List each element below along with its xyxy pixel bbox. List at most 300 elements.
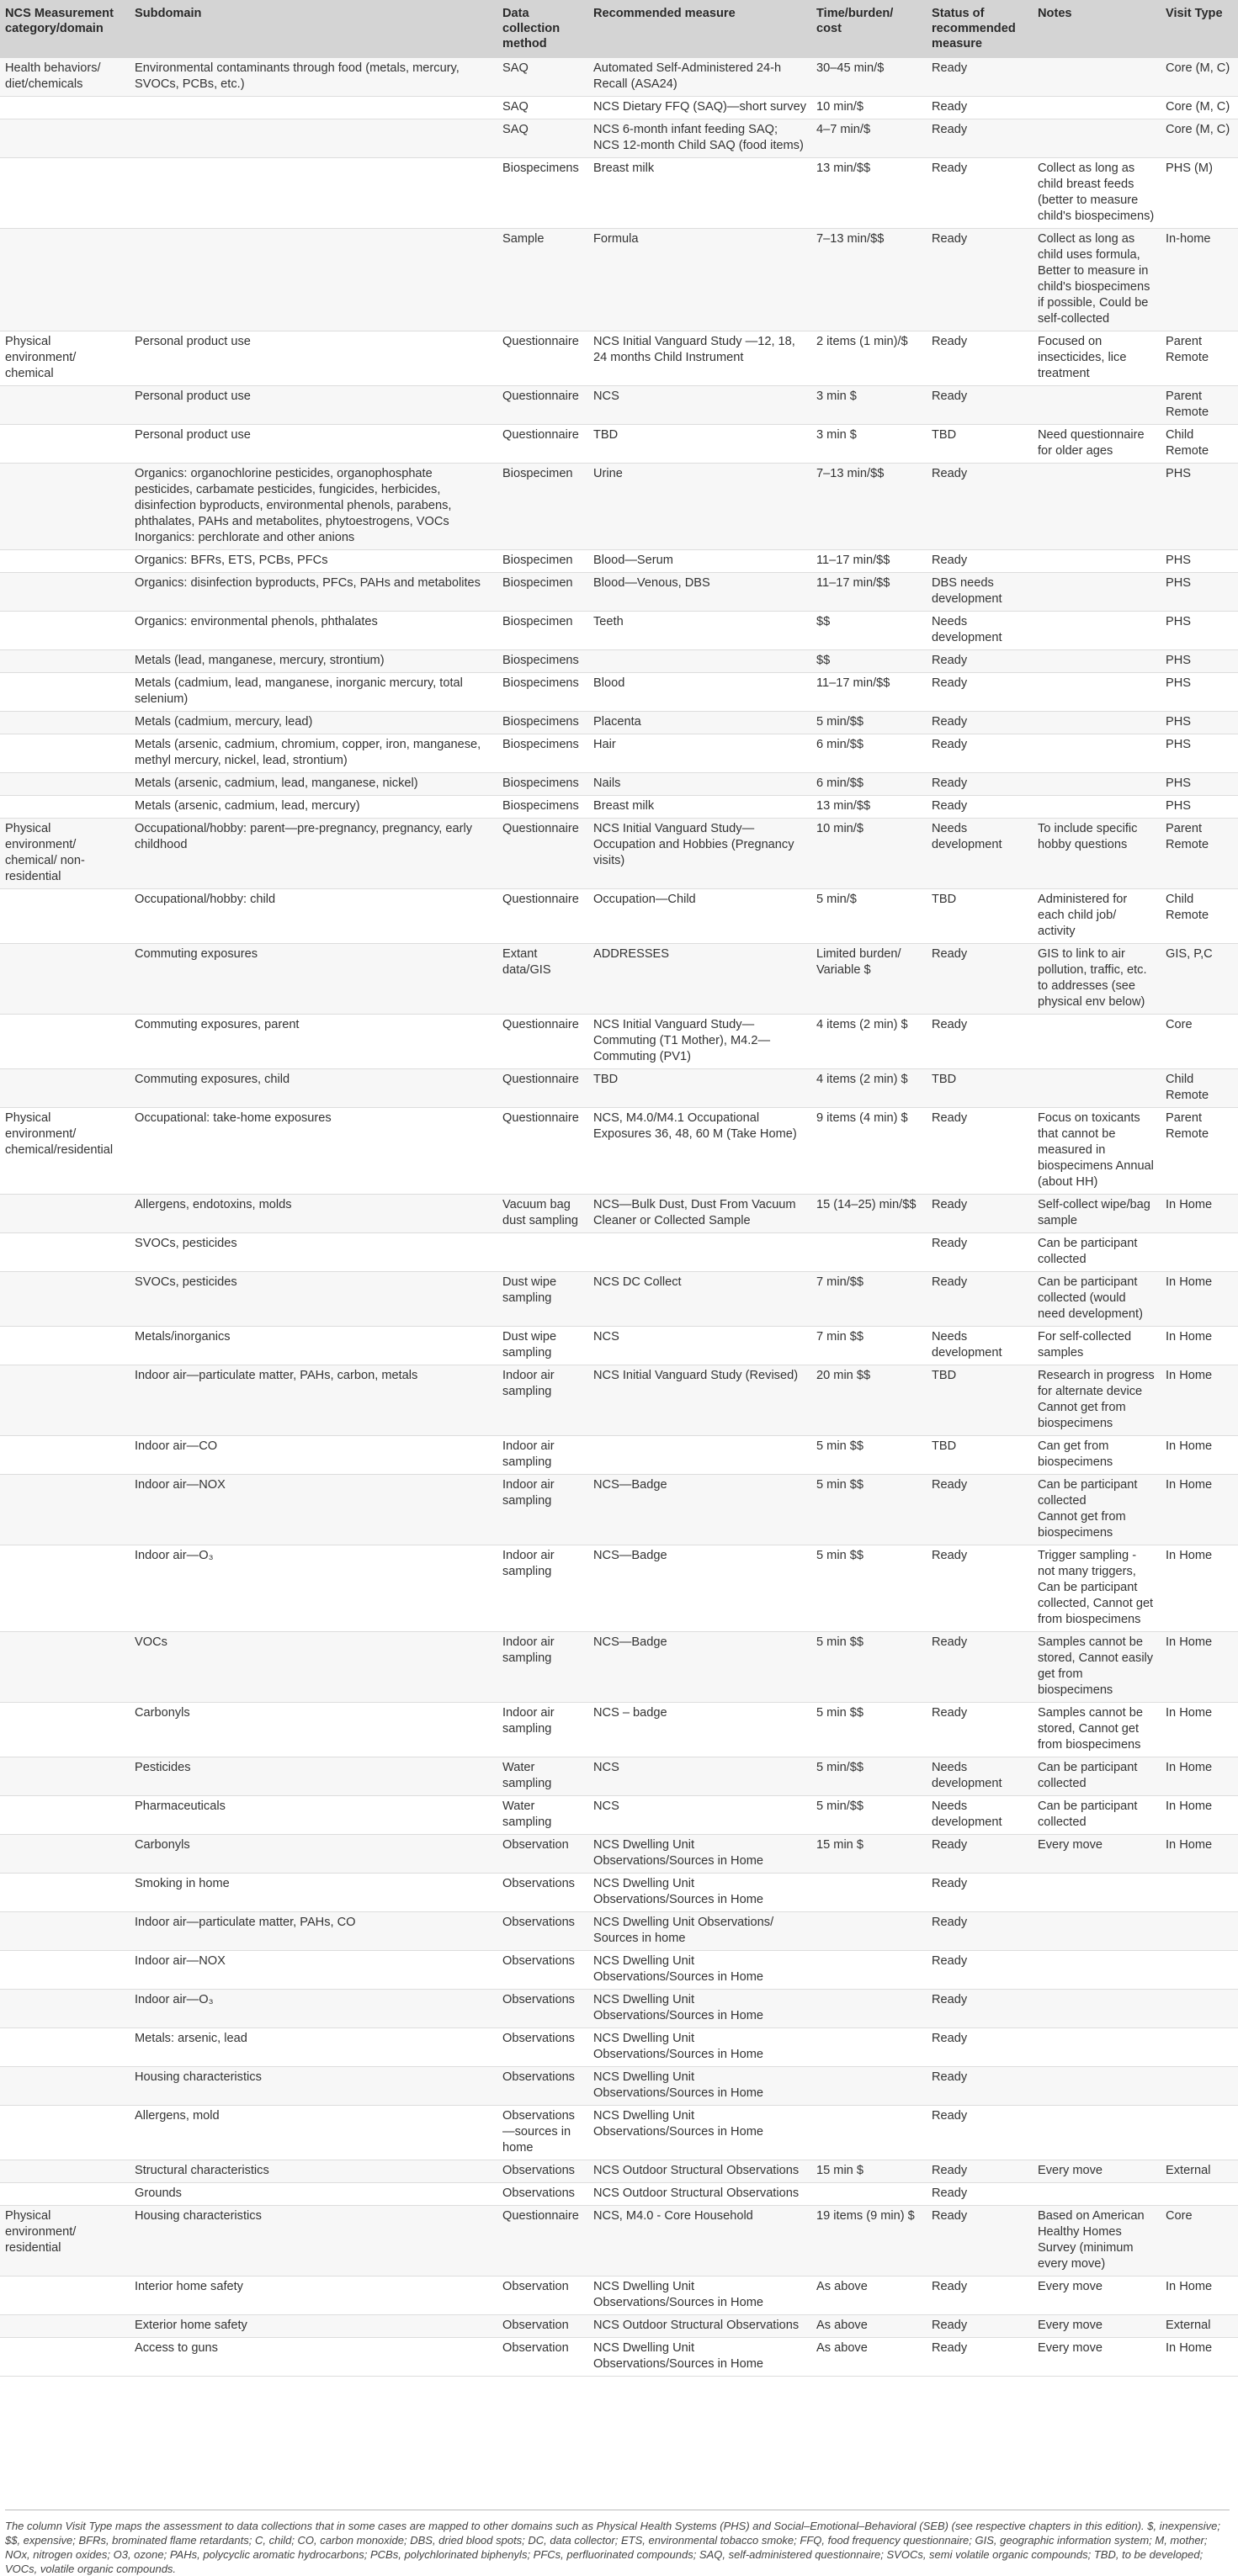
- method-cell: Biospecimens: [497, 796, 588, 819]
- notes-cell: [1033, 796, 1161, 819]
- status-cell: Ready: [927, 2338, 1033, 2377]
- subdomain-cell: Indoor air—particulate matter, PAHs, CO: [130, 1912, 497, 1951]
- category-cell: [0, 425, 130, 464]
- subdomain-cell: [130, 158, 497, 229]
- time-cell: 4–7 min/$: [811, 119, 927, 158]
- time-cell: 13 min/$$: [811, 158, 927, 229]
- measure-cell: NCS Dwelling Unit Observations/Sources in Home: [588, 1874, 811, 1912]
- subdomain-cell: [130, 97, 497, 119]
- header-time: Time/burden/ cost: [811, 0, 927, 58]
- measure-cell: TBD: [588, 1069, 811, 1108]
- visit-type-cell: External: [1161, 2315, 1238, 2338]
- notes-cell: GIS to link to air pollution, traffic, etc. to addresses (see physical env below): [1033, 944, 1161, 1015]
- measure-cell: NCS, M4.0/M4.1 Occupational Exposures 36, 48, 60 M (Take Home): [588, 1108, 811, 1195]
- measure-cell: NCS: [588, 386, 811, 425]
- status-cell: Ready: [927, 673, 1033, 712]
- method-cell: Observations: [497, 2160, 588, 2183]
- table-row: [0, 1015, 1238, 1069]
- measure-cell: NCS Outdoor Structural Observations: [588, 2183, 811, 2206]
- time-cell: 5 min/$: [811, 889, 927, 944]
- method-cell: Observations: [497, 2028, 588, 2067]
- subdomain-cell: Indoor air—CO: [130, 1436, 497, 1475]
- time-cell: 4 items (2 min) $: [811, 1069, 927, 1108]
- time-cell: 3 min $: [811, 425, 927, 464]
- time-cell: 9 items (4 min) $: [811, 1108, 927, 1195]
- table-row: [0, 1545, 1238, 1632]
- table-row: [0, 2067, 1238, 2106]
- category-cell: Physical environment/ residential: [0, 2206, 130, 2277]
- table-row: [0, 1069, 1238, 1108]
- subdomain-cell: Metals (arsenic, cadmium, lead, manganese, nickel): [130, 773, 497, 796]
- table-row: [0, 1233, 1238, 1272]
- subdomain-cell: Metals (arsenic, cadmium, chromium, copper, iron, manganese, methyl mercury, nickel, lead, strontium): [130, 734, 497, 773]
- method-cell: Biospecimens: [497, 773, 588, 796]
- table-row: [0, 1757, 1238, 1796]
- table-row: [0, 650, 1238, 673]
- visit-type-cell: Parent Remote: [1161, 386, 1238, 425]
- status-cell: Ready: [927, 712, 1033, 734]
- method-cell: Extant data/GIS: [497, 944, 588, 1015]
- visit-type-cell: PHS: [1161, 464, 1238, 550]
- category-cell: Physical environment/ chemical: [0, 331, 130, 386]
- status-cell: Needs development: [927, 819, 1033, 889]
- visit-type-cell: In Home: [1161, 1327, 1238, 1365]
- category-cell: [0, 1990, 130, 2028]
- visit-type-cell: PHS (M): [1161, 158, 1238, 229]
- method-cell: Questionnaire: [497, 386, 588, 425]
- method-cell: Observation: [497, 2277, 588, 2315]
- notes-cell: [1033, 550, 1161, 573]
- category-cell: [0, 2028, 130, 2067]
- category-cell: [0, 386, 130, 425]
- time-cell: 6 min/$$: [811, 734, 927, 773]
- visit-type-cell: PHS: [1161, 734, 1238, 773]
- header-method: Data collection method: [497, 0, 588, 58]
- subdomain-cell: Pesticides: [130, 1757, 497, 1796]
- measure-cell: NCS Dwelling Unit Observations/Sources in Home: [588, 2028, 811, 2067]
- notes-cell: [1033, 2028, 1161, 2067]
- method-cell: SAQ: [497, 97, 588, 119]
- time-cell: [811, 2183, 927, 2206]
- time-cell: As above: [811, 2315, 927, 2338]
- status-cell: Ready: [927, 2028, 1033, 2067]
- notes-cell: Need questionnaire for older ages: [1033, 425, 1161, 464]
- status-cell: Ready: [927, 650, 1033, 673]
- notes-cell: Can get from biospecimens: [1033, 1436, 1161, 1475]
- table-row: [0, 1874, 1238, 1912]
- method-cell: Vacuum bag dust sampling: [497, 1195, 588, 1233]
- measure-cell: NCS Dwelling Unit Observations/ Sources in home: [588, 1912, 811, 1951]
- subdomain-cell: Personal product use: [130, 425, 497, 464]
- visit-type-cell: Core (M, C): [1161, 58, 1238, 97]
- table-row: [0, 2338, 1238, 2377]
- table-row: [0, 2277, 1238, 2315]
- status-cell: Ready: [927, 2106, 1033, 2160]
- category-cell: [0, 944, 130, 1015]
- table-row: [0, 1436, 1238, 1475]
- status-cell: Ready: [927, 1272, 1033, 1327]
- status-cell: Needs development: [927, 612, 1033, 650]
- time-cell: 15 min $: [811, 1835, 927, 1874]
- subdomain-cell: Access to guns: [130, 2338, 497, 2377]
- subdomain-cell: Exterior home safety: [130, 2315, 497, 2338]
- time-cell: 7 min/$$: [811, 1272, 927, 1327]
- visit-type-cell: PHS: [1161, 550, 1238, 573]
- category-cell: [0, 1796, 130, 1835]
- status-cell: Ready: [927, 773, 1033, 796]
- status-cell: Ready: [927, 97, 1033, 119]
- category-cell: [0, 2106, 130, 2160]
- notes-cell: Focused on insecticides, lice treatment: [1033, 331, 1161, 386]
- visit-type-cell: [1161, 1233, 1238, 1272]
- method-cell: Observations: [497, 1951, 588, 1990]
- measure-cell: NCS Initial Vanguard Study —12, 18, 24 months Child Instrument: [588, 331, 811, 386]
- time-cell: 5 min/$$: [811, 712, 927, 734]
- category-cell: [0, 229, 130, 331]
- subdomain-cell: Organics: organochlorine pesticides, organophosphate pesticides, carbamate pesticides, fungicides, herbicides, disinfection byproducts, environmental phenols, parabens, phthalates, PAHs and metabolites, phytoestrogens, VOCs Inorganics: perchlorate and other anions: [130, 464, 497, 550]
- subdomain-cell: [130, 119, 497, 158]
- method-cell: Water sampling: [497, 1796, 588, 1835]
- notes-cell: Can be participant collected (would need development): [1033, 1272, 1161, 1327]
- status-cell: TBD: [927, 425, 1033, 464]
- notes-cell: [1033, 2067, 1161, 2106]
- measure-cell: NCS Dietary FFQ (SAQ)—short survey: [588, 97, 811, 119]
- status-cell: Ready: [927, 386, 1033, 425]
- subdomain-cell: Structural characteristics: [130, 2160, 497, 2183]
- status-cell: Ready: [927, 119, 1033, 158]
- method-cell: Biospecimen: [497, 612, 588, 650]
- subdomain-cell: Organics: BFRs, ETS, PCBs, PFCs: [130, 550, 497, 573]
- time-cell: 13 min/$$: [811, 796, 927, 819]
- measure-cell: NCS Dwelling Unit Observations/Sources in Home: [588, 1990, 811, 2028]
- notes-cell: Administered for each child job/ activity: [1033, 889, 1161, 944]
- subdomain-cell: Indoor air—O₃: [130, 1990, 497, 2028]
- notes-cell: [1033, 58, 1161, 97]
- subdomain-cell: Environmental contaminants through food (metals, mercury, SVOCs, PCBs, etc.): [130, 58, 497, 97]
- subdomain-cell: Indoor air—particulate matter, PAHs, carbon, metals: [130, 1365, 497, 1436]
- visit-type-cell: PHS: [1161, 712, 1238, 734]
- method-cell: Indoor air sampling: [497, 1632, 588, 1703]
- subdomain-cell: Pharmaceuticals: [130, 1796, 497, 1835]
- notes-cell: Samples cannot be stored, Cannot easily get from biospecimens: [1033, 1632, 1161, 1703]
- table-row: [0, 2206, 1238, 2277]
- status-cell: Ready: [927, 1108, 1033, 1195]
- notes-cell: To include specific hobby questions: [1033, 819, 1161, 889]
- notes-cell: Can be participant collected: [1033, 1796, 1161, 1835]
- status-cell: Ready: [927, 229, 1033, 331]
- time-cell: [811, 1951, 927, 1990]
- category-cell: [0, 650, 130, 673]
- method-cell: SAQ: [497, 119, 588, 158]
- table-row: [0, 1990, 1238, 2028]
- notes-cell: [1033, 1990, 1161, 2028]
- table-row: [0, 158, 1238, 229]
- status-cell: Ready: [927, 1195, 1033, 1233]
- visit-type-cell: PHS: [1161, 612, 1238, 650]
- table-row: [0, 1475, 1238, 1545]
- status-cell: Needs development: [927, 1327, 1033, 1365]
- notes-cell: Collect as long as child breast feeds (better to measure child's biospecimens): [1033, 158, 1161, 229]
- category-cell: [0, 464, 130, 550]
- header-measure: Recommended measure: [588, 0, 811, 58]
- table-row: [0, 612, 1238, 650]
- category-cell: [0, 158, 130, 229]
- notes-cell: Can be participant collected: [1033, 1757, 1161, 1796]
- category-cell: [0, 1757, 130, 1796]
- status-cell: Ready: [927, 2160, 1033, 2183]
- time-cell: Limited burden/ Variable $: [811, 944, 927, 1015]
- time-cell: 7 min $$: [811, 1327, 927, 1365]
- category-cell: [0, 1951, 130, 1990]
- table-row: [0, 1108, 1238, 1195]
- method-cell: Observations: [497, 1874, 588, 1912]
- table-row: [0, 386, 1238, 425]
- notes-cell: Every move: [1033, 2160, 1161, 2183]
- category-cell: Physical environment/ chemical/residential: [0, 1108, 130, 1195]
- subdomain-cell: Occupational/hobby: child: [130, 889, 497, 944]
- table-row: [0, 2315, 1238, 2338]
- method-cell: Indoor air sampling: [497, 1703, 588, 1757]
- subdomain-cell: Allergens, mold: [130, 2106, 497, 2160]
- category-cell: [0, 1475, 130, 1545]
- category-cell: [0, 1703, 130, 1757]
- method-cell: Questionnaire: [497, 425, 588, 464]
- table-row: [0, 1272, 1238, 1327]
- notes-cell: Trigger sampling - not many triggers, Can be participant collected, Cannot get from biospecimens: [1033, 1545, 1161, 1632]
- method-cell: Questionnaire: [497, 1069, 588, 1108]
- method-cell: Biospecimens: [497, 673, 588, 712]
- notes-cell: [1033, 119, 1161, 158]
- notes-cell: [1033, 650, 1161, 673]
- visit-type-cell: PHS: [1161, 573, 1238, 612]
- visit-type-cell: In Home: [1161, 1195, 1238, 1233]
- method-cell: Questionnaire: [497, 2206, 588, 2277]
- visit-type-cell: In Home: [1161, 1835, 1238, 1874]
- category-cell: [0, 889, 130, 944]
- table-row: [0, 673, 1238, 712]
- subdomain-cell: Allergens, endotoxins, molds: [130, 1195, 497, 1233]
- subdomain-cell: Organics: disinfection byproducts, PFCs, PAHs and metabolites: [130, 573, 497, 612]
- category-cell: [0, 119, 130, 158]
- notes-cell: [1033, 573, 1161, 612]
- subdomain-cell: Personal product use: [130, 331, 497, 386]
- status-cell: Ready: [927, 1545, 1033, 1632]
- subdomain-cell: Metals (lead, manganese, mercury, strontium): [130, 650, 497, 673]
- visit-type-cell: Core (M, C): [1161, 97, 1238, 119]
- measure-cell: NCS Outdoor Structural Observations: [588, 2315, 811, 2338]
- status-cell: TBD: [927, 1436, 1033, 1475]
- method-cell: Questionnaire: [497, 1108, 588, 1195]
- visit-type-cell: [1161, 1990, 1238, 2028]
- subdomain-cell: Metals (cadmium, lead, manganese, inorganic mercury, total selenium): [130, 673, 497, 712]
- measure-cell: NCS—Badge: [588, 1475, 811, 1545]
- visit-type-cell: In Home: [1161, 1632, 1238, 1703]
- measure-cell: NCS—Bulk Dust, Dust From Vacuum Cleaner or Collected Sample: [588, 1195, 811, 1233]
- measure-cell: Teeth: [588, 612, 811, 650]
- method-cell: SAQ: [497, 58, 588, 97]
- category-cell: [0, 97, 130, 119]
- subdomain-cell: Housing characteristics: [130, 2067, 497, 2106]
- category-cell: [0, 673, 130, 712]
- time-cell: 6 min/$$: [811, 773, 927, 796]
- measure-cell: Placenta: [588, 712, 811, 734]
- table-row: [0, 1912, 1238, 1951]
- measure-cell: Urine: [588, 464, 811, 550]
- method-cell: Biospecimens: [497, 734, 588, 773]
- subdomain-cell: Commuting exposures: [130, 944, 497, 1015]
- notes-cell: [1033, 97, 1161, 119]
- measure-cell: Hair: [588, 734, 811, 773]
- measure-cell: NCS Dwelling Unit Observations/Sources in Home: [588, 2067, 811, 2106]
- time-cell: [811, 2028, 927, 2067]
- table-row: [0, 1951, 1238, 1990]
- measure-cell: NCS: [588, 1757, 811, 1796]
- subdomain-cell: Housing characteristics: [130, 2206, 497, 2277]
- measure-cell: NCS Initial Vanguard Study—Commuting (T1 Mother), M4.2—Commuting (PV1): [588, 1015, 811, 1069]
- time-cell: 15 min $: [811, 2160, 927, 2183]
- measure-cell: NCS Dwelling Unit Observations/Sources in Home: [588, 2338, 811, 2377]
- visit-type-cell: [1161, 1912, 1238, 1951]
- measure-cell: [588, 650, 811, 673]
- notes-cell: Collect as long as child uses formula, Better to measure in child's biospecimens if possible, Could be self-collected: [1033, 229, 1161, 331]
- subdomain-cell: Occupational: take-home exposures: [130, 1108, 497, 1195]
- table-footnote: The column Visit Type maps the assessment to data collections that in some cases are mapped to other domains such as Physical Health Systems (PHS) and Social–Emotional–Behavioral (SEB) (see respective chapters in this edition). $, inexpensive; $$, expensive; BFRs, brominated flame retardants; C, child; CO, carbon monoxide; DBS, dried blood spots; DC, data collector; ETS, environmental tobacco smoke; FFQ, food frequency questionnaire; GIS, geographic information system; M, mother; NOx, nitrogen oxides; O3, ozone; PAHs, polycyclic aromatic hydrocarbons; PCBs, polychlorinated biphenyls; PFCs, perfluorinated compounds; SAQ, self-administered questionnaire; SVOCs, semi volatile organic compounds; TBD, to be developed; VOCs, volatile organic compounds.: [5, 2510, 1230, 2576]
- notes-cell: [1033, 1874, 1161, 1912]
- method-cell: Biospecimens: [497, 158, 588, 229]
- category-cell: [0, 1233, 130, 1272]
- time-cell: 7–13 min/$$: [811, 229, 927, 331]
- subdomain-cell: Commuting exposures, child: [130, 1069, 497, 1108]
- notes-cell: [1033, 734, 1161, 773]
- subdomain-cell: Interior home safety: [130, 2277, 497, 2315]
- table-row: [0, 331, 1238, 386]
- category-cell: [0, 1436, 130, 1475]
- category-cell: [0, 734, 130, 773]
- time-cell: 11–17 min/$$: [811, 673, 927, 712]
- method-cell: Indoor air sampling: [497, 1545, 588, 1632]
- table-row: [0, 2160, 1238, 2183]
- method-cell: Questionnaire: [497, 819, 588, 889]
- time-cell: [811, 2106, 927, 2160]
- notes-cell: Research in progress for alternate device Cannot get from biospecimens: [1033, 1365, 1161, 1436]
- table-row: [0, 229, 1238, 331]
- notes-cell: Can be participant collected Cannot get from biospecimens: [1033, 1475, 1161, 1545]
- method-cell: [497, 1233, 588, 1272]
- notes-cell: Focus on toxicants that cannot be measured in biospecimens Annual (about HH): [1033, 1108, 1161, 1195]
- method-cell: Sample: [497, 229, 588, 331]
- status-cell: Ready: [927, 2277, 1033, 2315]
- category-cell: [0, 2067, 130, 2106]
- table-row: [0, 819, 1238, 889]
- status-cell: Ready: [927, 58, 1033, 97]
- table-body: [0, 58, 1238, 2377]
- method-cell: Indoor air sampling: [497, 1365, 588, 1436]
- subdomain-cell: Carbonyls: [130, 1835, 497, 1874]
- table-row: [0, 944, 1238, 1015]
- method-cell: Questionnaire: [497, 1015, 588, 1069]
- visit-type-cell: In Home: [1161, 1436, 1238, 1475]
- visit-type-cell: In Home: [1161, 1757, 1238, 1796]
- status-cell: Ready: [927, 944, 1033, 1015]
- notes-cell: [1033, 773, 1161, 796]
- table-row: [0, 2106, 1238, 2160]
- measure-cell: ADDRESSES: [588, 944, 811, 1015]
- time-cell: 30–45 min/$: [811, 58, 927, 97]
- notes-cell: For self-collected samples: [1033, 1327, 1161, 1365]
- visit-type-cell: In Home: [1161, 1365, 1238, 1436]
- time-cell: 5 min $$: [811, 1436, 927, 1475]
- method-cell: Biospecimens: [497, 712, 588, 734]
- table-row: [0, 550, 1238, 573]
- status-cell: TBD: [927, 1365, 1033, 1436]
- time-cell: As above: [811, 2277, 927, 2315]
- method-cell: Observations: [497, 1912, 588, 1951]
- subdomain-cell: Carbonyls: [130, 1703, 497, 1757]
- time-cell: 5 min/$$: [811, 1757, 927, 1796]
- category-cell: [0, 550, 130, 573]
- visit-type-cell: In Home: [1161, 2338, 1238, 2377]
- status-cell: Ready: [927, 1475, 1033, 1545]
- measure-cell: Blood—Venous, DBS: [588, 573, 811, 612]
- notes-cell: [1033, 1069, 1161, 1108]
- visit-type-cell: [1161, 2106, 1238, 2160]
- time-cell: 5 min $$: [811, 1475, 927, 1545]
- measure-cell: NCS – badge: [588, 1703, 811, 1757]
- status-cell: Needs development: [927, 1757, 1033, 1796]
- notes-cell: [1033, 673, 1161, 712]
- status-cell: Ready: [927, 1874, 1033, 1912]
- notes-cell: Every move: [1033, 2315, 1161, 2338]
- status-cell: Ready: [927, 1233, 1033, 1272]
- table-row: [0, 1632, 1238, 1703]
- status-cell: Ready: [927, 1632, 1033, 1703]
- status-cell: Ready: [927, 331, 1033, 386]
- category-cell: [0, 1069, 130, 1108]
- measure-cell: Occupation—Child: [588, 889, 811, 944]
- visit-type-cell: [1161, 1874, 1238, 1912]
- measure-cell: [588, 1233, 811, 1272]
- subdomain-cell: Metals (arsenic, cadmium, lead, mercury): [130, 796, 497, 819]
- time-cell: 11–17 min/$$: [811, 550, 927, 573]
- visit-type-cell: Child Remote: [1161, 1069, 1238, 1108]
- subdomain-cell: Indoor air—O₃: [130, 1545, 497, 1632]
- method-cell: Observations: [497, 2183, 588, 2206]
- measure-cell: NCS: [588, 1796, 811, 1835]
- method-cell: Water sampling: [497, 1757, 588, 1796]
- time-cell: 5 min/$$: [811, 1796, 927, 1835]
- measure-cell: NCS Initial Vanguard Study (Revised): [588, 1365, 811, 1436]
- category-cell: [0, 2277, 130, 2315]
- table-row: [0, 97, 1238, 119]
- method-cell: Questionnaire: [497, 331, 588, 386]
- notes-cell: Self-collect wipe/bag sample: [1033, 1195, 1161, 1233]
- category-cell: [0, 796, 130, 819]
- measure-cell: NCS—Badge: [588, 1545, 811, 1632]
- status-cell: Ready: [927, 1703, 1033, 1757]
- subdomain-cell: SVOCs, pesticides: [130, 1272, 497, 1327]
- visit-type-cell: Core: [1161, 2206, 1238, 2277]
- category-cell: [0, 1327, 130, 1365]
- notes-cell: [1033, 1951, 1161, 1990]
- measure-cell: NCS—Badge: [588, 1632, 811, 1703]
- status-cell: Ready: [927, 1912, 1033, 1951]
- subdomain-cell: VOCs: [130, 1632, 497, 1703]
- visit-type-cell: In Home: [1161, 1475, 1238, 1545]
- subdomain-cell: Grounds: [130, 2183, 497, 2206]
- visit-type-cell: Core (M, C): [1161, 119, 1238, 158]
- notes-cell: Samples cannot be stored, Cannot get from biospecimens: [1033, 1703, 1161, 1757]
- method-cell: Observation: [497, 1835, 588, 1874]
